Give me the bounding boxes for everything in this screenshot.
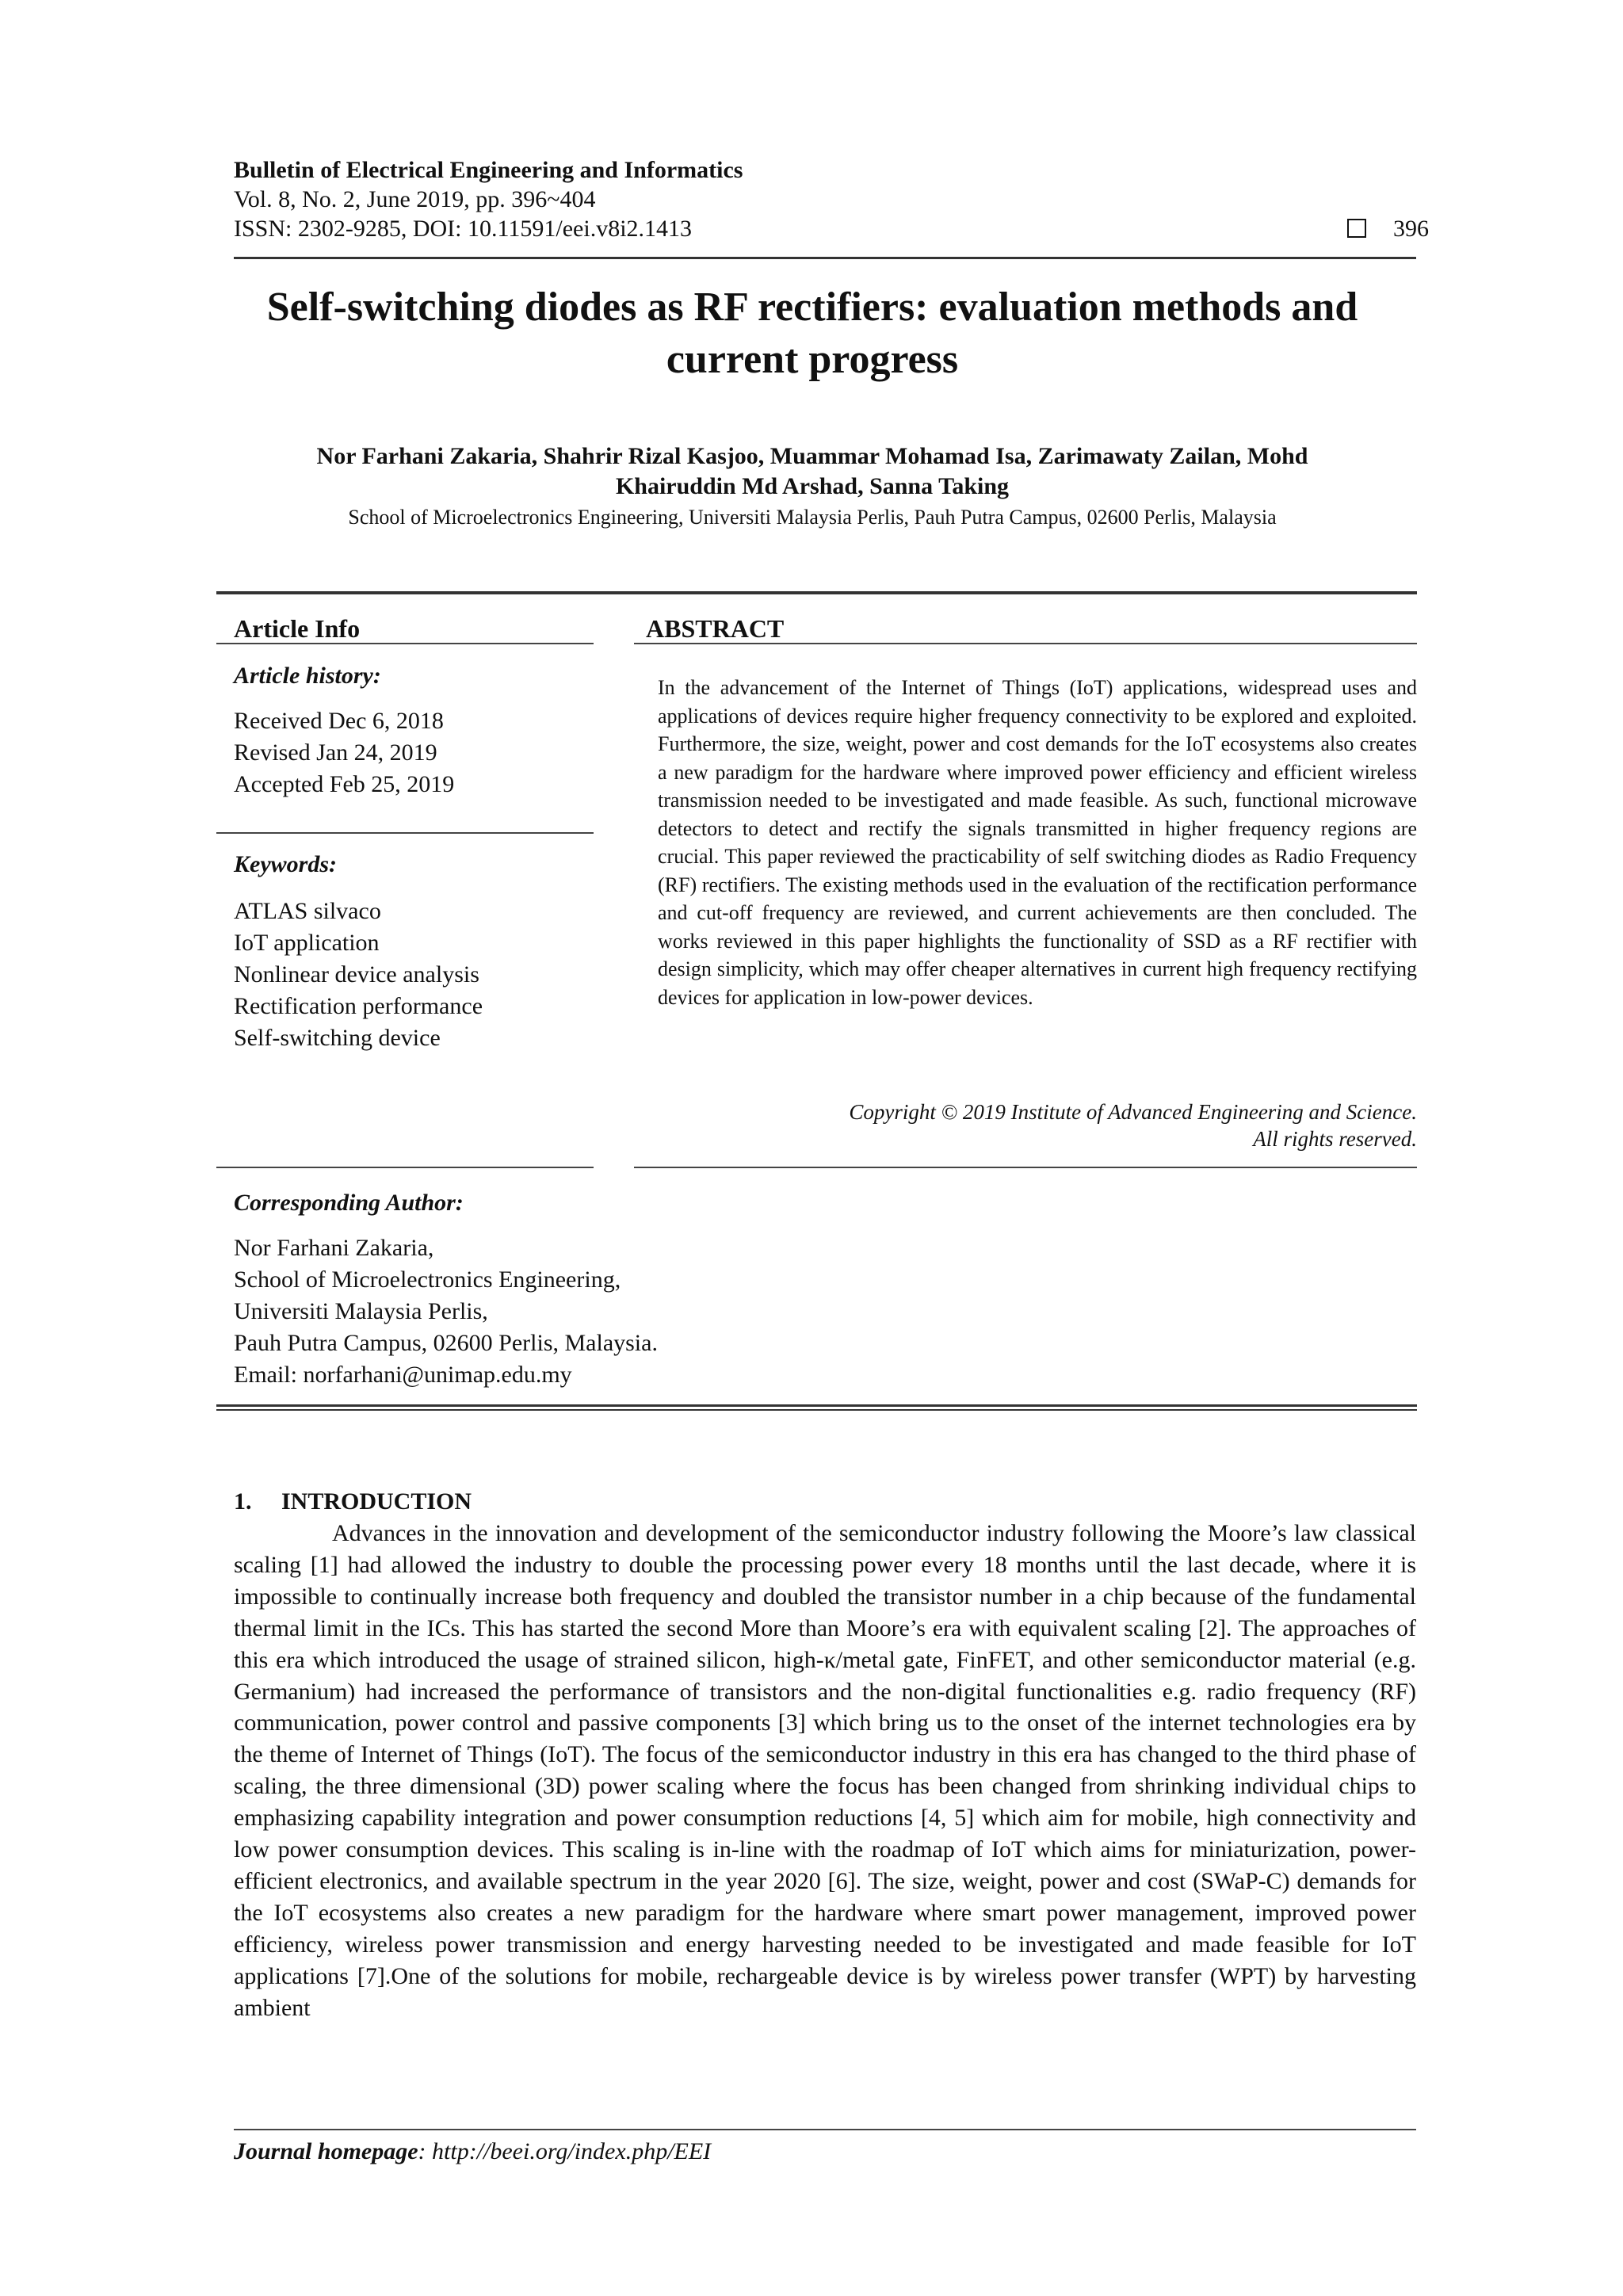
- keyword-item: ATLAS silvaco: [234, 898, 381, 924]
- author-list: [182, 441, 1442, 502]
- article-info-heading: Article Info: [234, 614, 361, 643]
- author-line: Nor Farhani Zakaria, Shahrir Rizal Kasjoo, Muammar Mohamad Isa, Zarimawaty Zailan, Mohd: [316, 443, 1308, 469]
- header-rule: [234, 257, 1416, 259]
- journal-volume: Vol. 8, No. 2, June 2019, pp. 396~404: [234, 186, 596, 212]
- keyword-item: Rectification performance: [234, 993, 483, 1019]
- abstract-bottom-rule: [634, 1167, 1417, 1168]
- paper-title: [182, 281, 1442, 386]
- corresponding-email: Email: norfarhani@unimap.edu.my: [234, 1362, 572, 1388]
- author-line: Khairuddin Md Arshad, Sanna Taking: [615, 473, 1010, 499]
- page-number: 396: [1393, 216, 1429, 242]
- keyword-list: [234, 896, 483, 1054]
- title-line: Self-switching diodes as RF rectifiers: evaluation methods and: [266, 285, 1358, 330]
- checkbox-square-icon: [1347, 219, 1366, 238]
- corresponding-university: Universiti Malaysia Perlis,: [234, 1298, 488, 1324]
- homepage-colon: :: [418, 2138, 433, 2164]
- homepage-link[interactable]: http://beei.org/index.php/EEI: [432, 2138, 712, 2164]
- history-rule: [216, 832, 594, 834]
- corresponding-author-heading: Corresponding Author:: [234, 1190, 464, 1216]
- info-box-top-rule: [216, 591, 1417, 594]
- journal-homepage: [234, 2137, 711, 2166]
- abstract-heading: ABSTRACT: [646, 614, 785, 643]
- article-history: [234, 705, 454, 800]
- copyright-line: Copyright © 2019 Institute of Advanced Engineering and Science.: [849, 1100, 1417, 1124]
- history-accepted: Accepted Feb 25, 2019: [234, 771, 455, 797]
- title-line: current progress: [666, 337, 959, 382]
- corresponding-school: School of Microelectronics Engineering,: [234, 1266, 621, 1293]
- history-received: Received Dec 6, 2018: [234, 708, 444, 734]
- history-revised: Revised Jan 24, 2019: [234, 739, 437, 766]
- footer-rule: [234, 2129, 1416, 2130]
- homepage-label: Journal homepage: [234, 2138, 418, 2164]
- keywords-rule: [216, 1167, 594, 1168]
- info-box-bottom-rule: [216, 1404, 1417, 1407]
- introduction-heading: 1. INTRODUCTION: [234, 1488, 472, 1515]
- abstract-text: In the advancement of the Internet of Things (IoT) applications, widespread uses and applications of devices require higher frequency connectivity to be explored and exploited. Furthermore, the size, weight, power and cost demands for the IoT ecosystems also creates a new paradigm for the hardware where improved power efficiency and efficient wireless transmission needed to be investigated and made feasible. As such, functional microwave detectors to detect and rectify the signals transmitted in higher frequency regions are crucial. This paper reviewed the practicability of self switching diodes as Radio Frequency (RF) rectifiers. The existing methods used in the evaluation of the rectification performance and cut-off frequency are reviewed, and current achievements are then concluded. The works reviewed in this paper highlights the functionality of SSD as a RF rectifier with design simplicity, which may offer cheaper alternatives in current high frequency rectifying devices for application in low-power devices.: [658, 676, 1417, 1009]
- keyword-item: Self-switching device: [234, 1025, 441, 1051]
- corresponding-name: Nor Farhani Zakaria,: [234, 1235, 434, 1261]
- introduction-body: [234, 1518, 1416, 2024]
- journal-issn-doi: ISSN: 2302-9285, DOI: 10.11591/eei.v8i2.1413: [234, 216, 693, 242]
- rights-line: All rights reserved.: [1253, 1127, 1417, 1151]
- keyword-item: IoT application: [234, 930, 380, 956]
- abstract-rule: [634, 643, 1417, 644]
- affiliation: School of Microelectronics Engineering, Universiti Malaysia Perlis, Pauh Putra Campus, 02600 Perlis, Malaysia: [348, 506, 1277, 529]
- article-history-heading: Article history:: [234, 663, 381, 689]
- corresponding-author-details: [234, 1232, 658, 1391]
- info-box-bottom-rule-2: [216, 1409, 1417, 1411]
- keywords-heading: Keywords:: [234, 851, 337, 877]
- corresponding-address: Pauh Putra Campus, 02600 Perlis, Malaysia.: [234, 1330, 658, 1356]
- journal-name: Bulletin of Electrical Engineering and Informatics: [234, 157, 743, 183]
- article-info-rule: [216, 643, 594, 644]
- introduction-paragraph: Advances in the innovation and development of the semiconductor industry following the Moore’s law classical scaling [1] had allowed the industry to double the processing power every 18 months until the last decade, where it is impossible to continually increase both frequency and doubled the transistor number in a chip because of the fundamental thermal limit in the ICs. This has started the second More than Moore’s era with equivalent scaling [2]. The approaches of this era which introduced the usage of strained silicon, high-κ/metal gate, FinFET, and other semiconductor material (e.g. Germanium) had increased the performance of transistors and the non-digital functionalities e.g. radio frequency (RF) communication, power control and passive components [3] which bring us to the onset of the internet technologies era by the theme of Internet of Things (IoT). The focus of the semiconductor industry in this era has changed to the third phase of scaling, the three dimensional (3D) power scaling where the focus has been changed from shrinking individual chips to emphasizing capability integration and power consumption reductions [4, 5] which aim for mobile, high connectivity and low power consumption devices. This scaling is in-line with the roadmap of IoT which aims for miniaturization, power-efficient electronics, and available spectrum in the year 2020 [6]. The size, weight, power and cost (SWaP-C) demands for the IoT ecosystems also creates a new paradigm for the hardware where smart power management, improved power efficiency, wireless power transmission and energy harvesting needed to be investigated and made feasible for IoT applications [7].One of the solutions for mobile, rechargeable device is by wireless power transfer (WPT) by harvesting ambient: [234, 1520, 1416, 2021]
- keyword-item: Nonlinear device analysis: [234, 961, 479, 988]
